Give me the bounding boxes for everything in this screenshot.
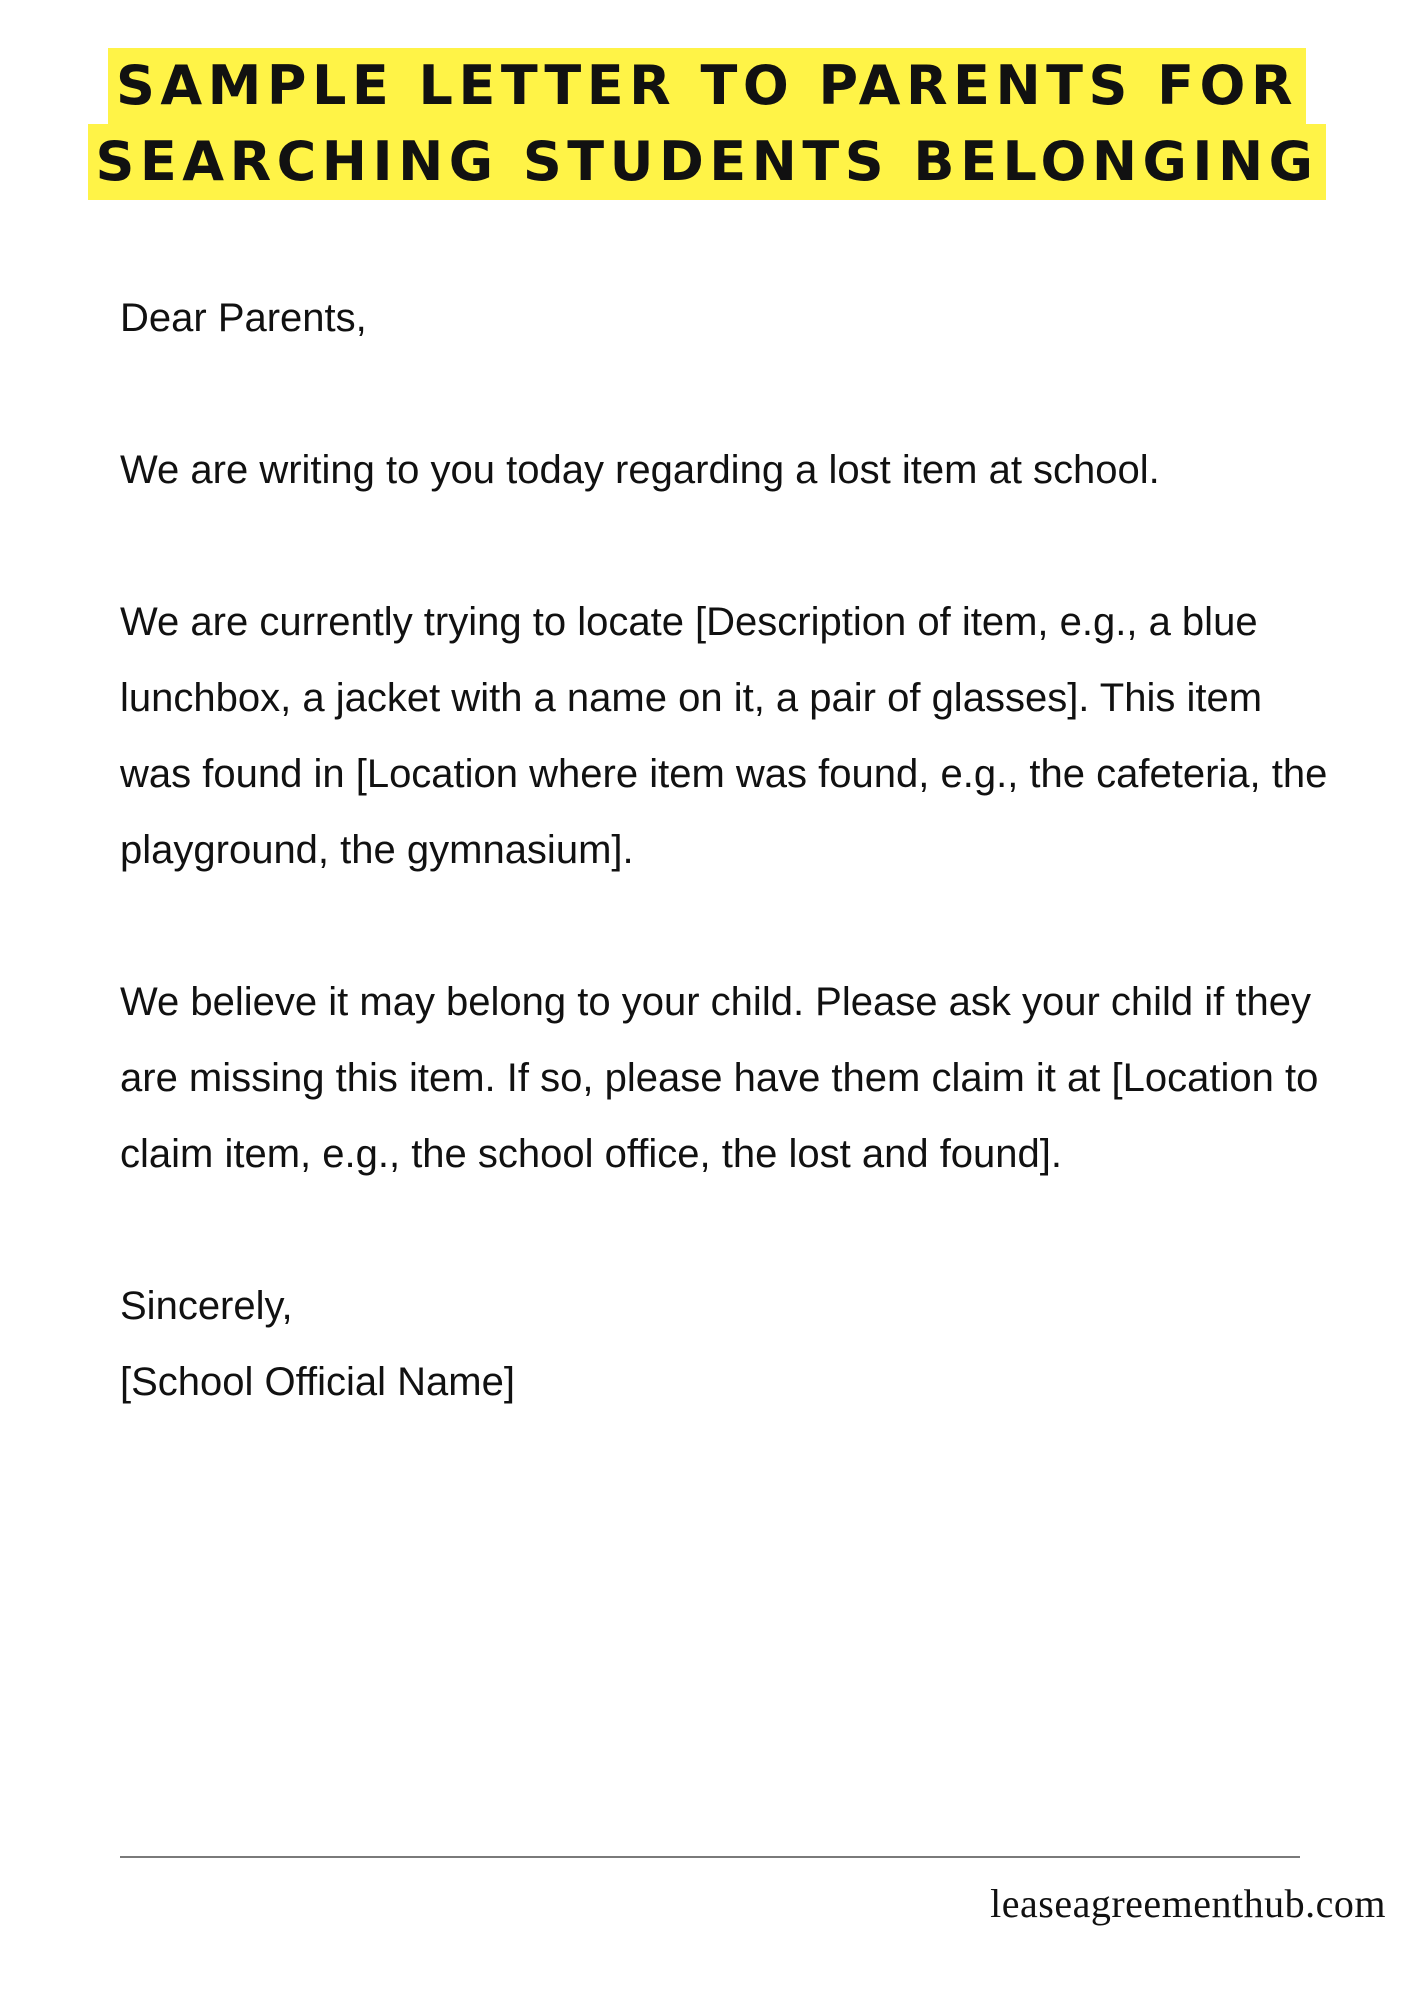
signature: [School Official Name] [120,1360,515,1404]
page-title [0,48,1414,200]
footer-divider [120,1856,1300,1858]
paragraph-spacer [120,888,1340,964]
paragraph-claim-instructions: We believe it may belong to your child. Please ask your child if they are missing this item. If so, please have them claim it at [Location to claim item, e.g., the school office, the lost and found]. [120,980,1319,1176]
title-line-2: SEARCHING STUDENTS BELONGING [88,124,1327,200]
paragraph-spacer [120,1192,1340,1268]
footer-website: leaseagreementhub.com [990,1881,1386,1926]
paragraph-item-description: We are currently trying to locate [Description of item, e.g., a blue lunchbox, a jacket with a name on it, a pair of glasses]. This item was found in [Location where item was found, e.g., the cafeteria, the playground, the gymnasium]. [120,600,1328,872]
paragraph-spacer [120,508,1340,584]
paragraph-spacer [120,356,1340,432]
closing: Sincerely, [120,1284,293,1328]
paragraph-intro: We are writing to you today regarding a lost item at school. [120,448,1160,492]
title-line-1: SAMPLE LETTER TO PARENTS FOR [108,48,1306,124]
salutation: Dear Parents, [120,296,367,340]
letter-body [120,280,1340,1420]
